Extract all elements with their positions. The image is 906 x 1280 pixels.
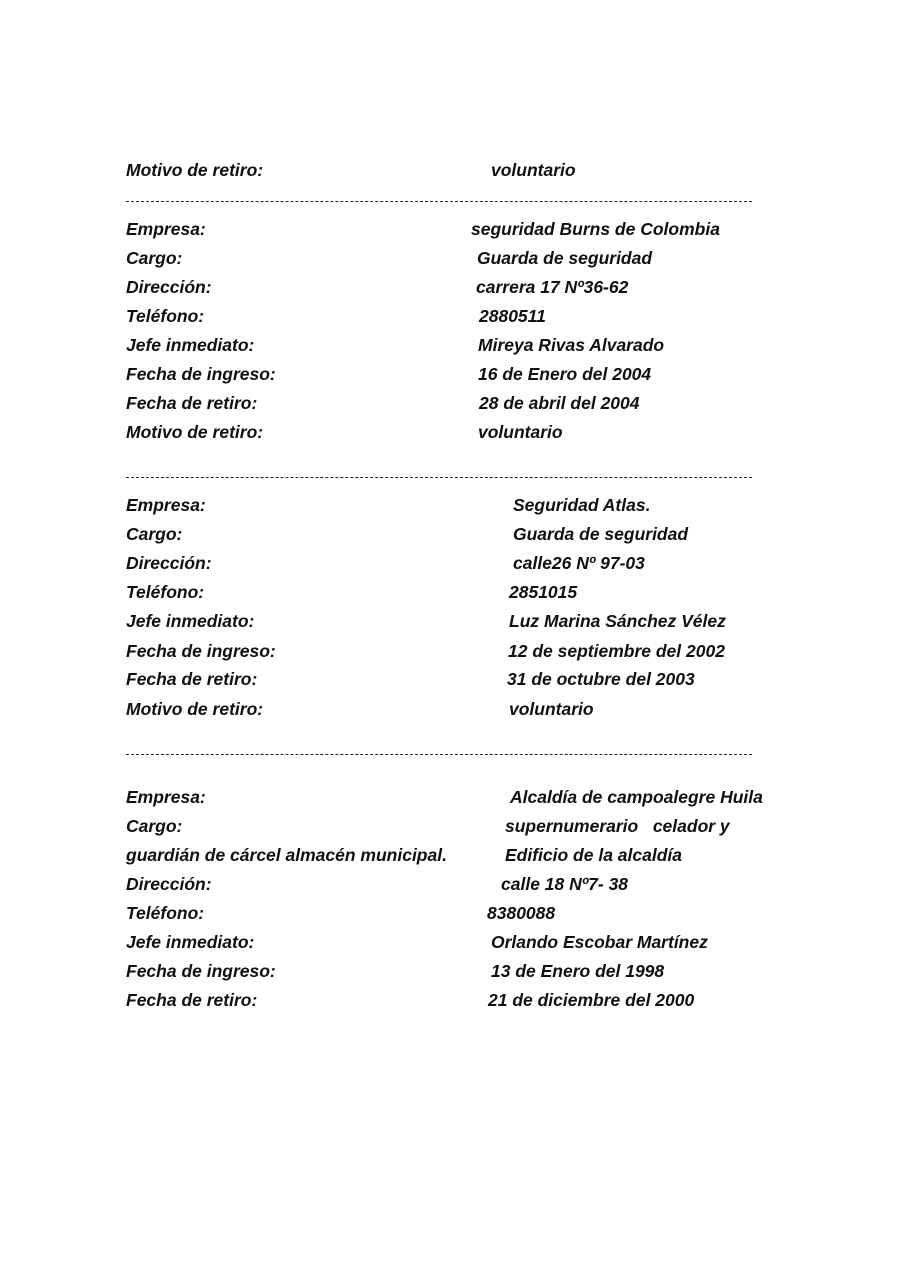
field-label: Jefe inmediato: [126,335,255,355]
field-value: Seguridad Atlas. [513,495,651,515]
field-label: guardián de cárcel almacén municipal. [126,845,447,865]
field-value: calle 18 Nº7- 38 [501,874,629,894]
field-value: 16 de Enero del 2004 [478,364,652,384]
field-row [0,248,906,272]
field-value: Luz Marina Sánchez Vélez [509,611,726,631]
field-row [0,364,906,388]
field-label: Dirección: [126,874,212,894]
field-label: Cargo: [126,816,183,836]
field-value: carrera 17 Nº36-62 [476,277,629,297]
field-label: Fecha de retiro: [126,669,258,689]
field-value: Orlando Escobar Martínez [491,932,708,952]
field-value: Edificio de la alcaldía [505,845,683,865]
field-value: calle26 Nº 97-03 [513,553,645,573]
dashed-separator [126,201,752,202]
field-row [0,641,906,665]
field-value: voluntario [509,699,594,719]
field-row [0,393,906,417]
field-label: Cargo: [126,524,183,544]
field-row [0,699,906,723]
field-row [0,219,906,243]
field-label: Empresa: [126,219,206,239]
field-row [0,495,906,519]
field-row [0,816,906,840]
field-value: 8380088 [487,903,556,923]
field-label: Dirección: [126,277,212,297]
field-row [0,422,906,446]
field-row [0,611,906,635]
field-label: Fecha de ingreso: [126,961,276,981]
field-row [0,160,906,184]
field-row [0,990,906,1014]
field-row [0,845,906,869]
field-value: 28 de abril del 2004 [479,393,640,413]
field-label: Fecha de retiro: [126,393,258,413]
field-row [0,335,906,359]
field-value: supernumerario celador y [505,816,730,836]
field-value: 31 de octubre del 2003 [507,669,695,689]
field-row [0,903,906,927]
field-label: Empresa: [126,787,206,807]
field-value: voluntario [478,422,563,442]
field-label: Teléfono: [126,582,205,602]
field-row [0,961,906,985]
field-value: voluntario [491,160,576,180]
field-value: 21 de diciembre del 2000 [488,990,695,1010]
field-row [0,932,906,956]
field-row [0,553,906,577]
field-label: Fecha de ingreso: [126,641,276,661]
field-label: Motivo de retiro: [126,699,264,719]
field-label: Teléfono: [126,306,205,326]
field-row [0,524,906,548]
field-row [0,277,906,301]
field-label: Jefe inmediato: [126,611,255,631]
field-row [0,787,906,811]
field-value: 2880511 [479,306,546,326]
field-row [0,306,906,330]
field-label: Motivo de retiro: [126,422,264,442]
field-label: Teléfono: [126,903,205,923]
field-label: Cargo: [126,248,183,268]
dashed-separator [126,477,752,478]
field-label: Empresa: [126,495,206,515]
field-label: Motivo de retiro: [126,160,264,180]
field-value: 12 de septiembre del 2002 [508,641,725,661]
field-label: Fecha de ingreso: [126,364,276,384]
field-value: seguridad Burns de Colombia [471,219,720,239]
field-row [0,874,906,898]
dashed-separator [126,754,752,755]
field-label: Fecha de retiro: [126,990,258,1010]
field-value: Guarda de seguridad [513,524,689,544]
field-row [0,669,906,693]
field-value: Alcaldía de campoalegre Huila [510,787,763,807]
field-value: Mireya Rivas Alvarado [478,335,665,355]
field-value: 13 de Enero del 1998 [491,961,665,981]
field-label: Jefe inmediato: [126,932,255,952]
field-row [0,582,906,606]
field-value: 2851015 [509,582,578,602]
field-value: Guarda de seguridad [477,248,653,268]
field-label: Dirección: [126,553,212,573]
